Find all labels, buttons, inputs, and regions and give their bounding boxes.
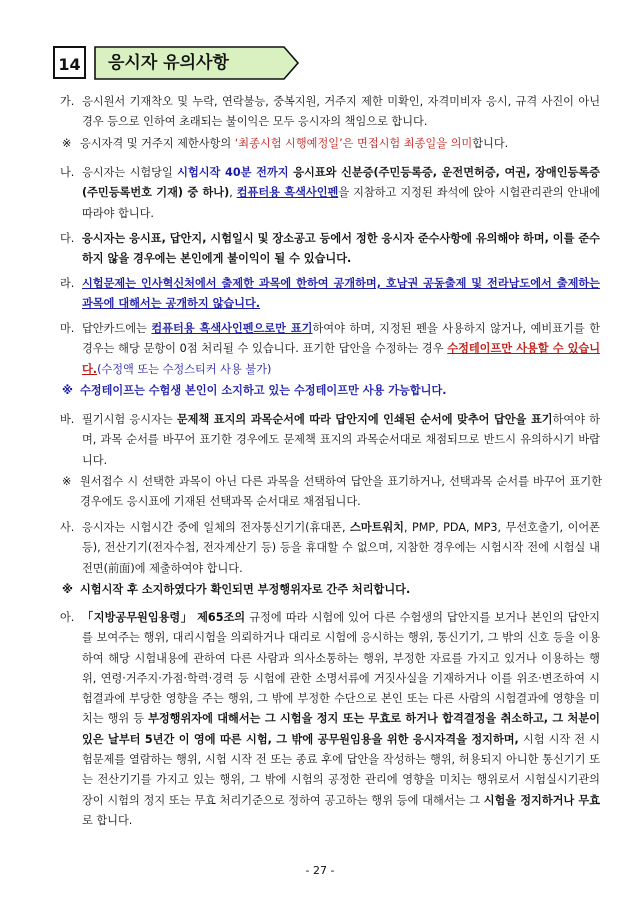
item-marker: 가. (60, 95, 75, 108)
note-marker: ※ (62, 384, 73, 397)
item-a (60, 608, 600, 831)
item-text: 답안카드에는 (82, 322, 152, 335)
section-title: 응시자 유의사항 (108, 53, 229, 73)
item-marker: 아. (60, 611, 75, 624)
item-text: 응시자는 응시표, 답안지, 시험일시 및 장소공고 등에서 정한 응시자 준수사항에 유의해야 하며, 이를 준수하지 않을 경우에는 본인에게 불이익이 될 수 있습니다. (82, 232, 600, 266)
invalidation: 시험을 정지하거나 무효 (483, 793, 600, 807)
sign-pen: 컴퓨터용 흑색사인펜 (236, 186, 339, 200)
item-ma (60, 319, 600, 380)
item-text-mid: 하여야 하며, 지정된 펜을 사용하지 않거나, 예비표기를 한 경우는 해당 문항이 0점 처리될 수 있습니다. 표기한 답안을 수정하는 경우 (82, 322, 601, 356)
item-marker: 바. (60, 413, 75, 426)
item-ga (60, 92, 600, 133)
item-text: 규정에 따라 시험에 있어 다른 수험생의 답안지를 보거나 본인의 답안지를 보여주는 행위, 대리시험을 의뢰하거나 대리로 시험에 응시하는 행위, 통신기기, 그 밖의 신호 등을 이용하여 해당 시험내용에 관하여 다른 사람과 의사소통하는 행위, 부정한 자료를 가지고 있거나 이용하는 행위, 연령·거주지·가점·학력·경력 등 시험에 관한 소명서류에 거짓사실을 기재하거나 이를 위조·변조하여 시험결과에 부당한 영향을 주는 행위, 그 밖에 부정한 수단으로 본인 또는 다른 사람의 시험결과에 영향을 미치는 행위 등 (82, 611, 600, 726)
item-text: 시험문제는 인사혁신처에서 출제한 과목에 한하여 공개하며, 호남권 공동출제 및 전라남도에서 출제하는 과목에 대해서는 공개하지 않습니다. (82, 277, 600, 311)
item-text: 응시원서 기재착오 및 누락, 연락불능, 중복지원, 거주지 제한 미확인, 자격미비자 응시, 규격 사진이 아닌 경우 등으로 인하여 초래되는 불이익은 모두 응시자의 책임으로 합니다. (82, 95, 600, 129)
item-text-mid: 시험 시작 전 시험문제를 열람하는 행위, 시험 시작 전 또는 종료 후에 답안을 작성하는 행위, 허용되지 아니한 통신기기 또는 전산기기를 가지고 있는 행위, 그 밖에 시험의 공정한 관리에 영향을 미치는 행위로서 시험실시기관의 장이 시험의 정지 또는 무효 처리기준으로 정하여 공고하는 행위 등에 대해서는 그 (82, 732, 600, 807)
pen-only: 컴퓨터용 흑색사인펜으로만 표기 (151, 322, 313, 335)
penalty: 부정행위자에 대해서는 그 시험을 정지 또는 무효로 하거나 합격결정을 취소하고, 그 처분이 있은 날부터 5년간 이 영에 따른 시험, 그 밖에 공무원임용을 위한 응시자격을 정지하며, (82, 712, 600, 746)
note-text: 원서접수 시 선택한 과목이 아닌 다른 과목을 선택하여 답안을 표기하거나, 선택과목 순서를 바꾸어 표기한 경우에도 응시표에 기재된 선택과목 순서대로 채점됩니다. (80, 475, 602, 509)
item-marker: 마. (60, 322, 75, 335)
note-highlight: ‘최종시험 시행예정일’은 면접시험 최종일을 의미 (234, 137, 473, 150)
note-text-end: 합니다. (472, 137, 509, 150)
item-marker: 사. (60, 521, 75, 534)
item-da (60, 229, 600, 270)
note-tape (62, 381, 602, 401)
note-marker: ※ (62, 475, 72, 488)
item-text: 응시자는 시험당일 (82, 166, 178, 179)
note-text: 수정테이프는 수험생 본인이 소지하고 있는 수정테이프만 사용 가능합니다. (80, 384, 447, 397)
section-title-box (94, 46, 299, 80)
section-number: 14 (53, 46, 86, 79)
note-qualification (62, 134, 602, 154)
item-marker: 나. (60, 166, 75, 179)
comma: , (229, 186, 237, 200)
smartwatch: 스마트워치 (349, 521, 404, 534)
item-text: 필기시험 응시자는 (82, 413, 177, 426)
note-subject (62, 472, 602, 513)
item-text-end: , PMP, PDA, MP3, 무선호출기, 이어폰 등), 전산기기(전자수첩, 전자계산기 등) 등을 휴대할 수 없으며, 지참한 경우에는 시험시작 전에 시험실 내 전면(前面)에 제출하여야 합니다. (82, 521, 600, 575)
item-marker: 다. (60, 232, 75, 245)
item-marker: 라. (60, 277, 75, 290)
order-rule: 문제책 표지의 과목순서에 따라 답안지에 인쇄된 순서에 맞추어 답안을 표기 (176, 413, 553, 426)
arrival-time: 시험시작 40분 전까지 (177, 166, 289, 179)
note-marker: ※ (62, 583, 73, 596)
item-text-end: 하여야 하며, 과목 순서를 바꾸어 표기한 경우에도 문제책 표지의 과목순서대로 채점되므로 반드시 유의하시기 바랍니다. (82, 413, 600, 467)
item-ra (60, 274, 600, 315)
item-sa (60, 518, 600, 579)
note-marker: ※ (62, 137, 72, 150)
page-number: - 27 - (305, 864, 335, 877)
tape-only: 수정테이프만 사용할 수 있습니다. (82, 342, 601, 376)
id-requirement: 응시표와 신분증(주민등록증, 운전면허증, 여권, 장애인등록증(주민등록번호 기재) 중 하나) (82, 166, 600, 200)
tape-note: (수정액 또는 수정스티커 사용 불가) (97, 362, 272, 376)
note-text: 응시자격 및 거주지 제한사항의 (80, 137, 235, 150)
item-text-end: 을 지참하고 지정된 좌석에 앉아 시험관리관의 안내에 따라야 합니다. (82, 186, 600, 220)
item-ba (60, 410, 600, 471)
item-na (60, 163, 600, 224)
item-text-end: 로 합니다. (82, 813, 133, 827)
note-cheating (62, 580, 602, 600)
item-text: 응시자는 시험시간 중에 일체의 전자통신기기(휴대폰, (82, 521, 350, 534)
regulation-ref: 「지방공무원임용령」 제65조의 (82, 611, 246, 624)
note-text: 시험시작 후 소지하였다가 확인되면 부정행위자로 간주 처리합니다. (80, 583, 411, 596)
